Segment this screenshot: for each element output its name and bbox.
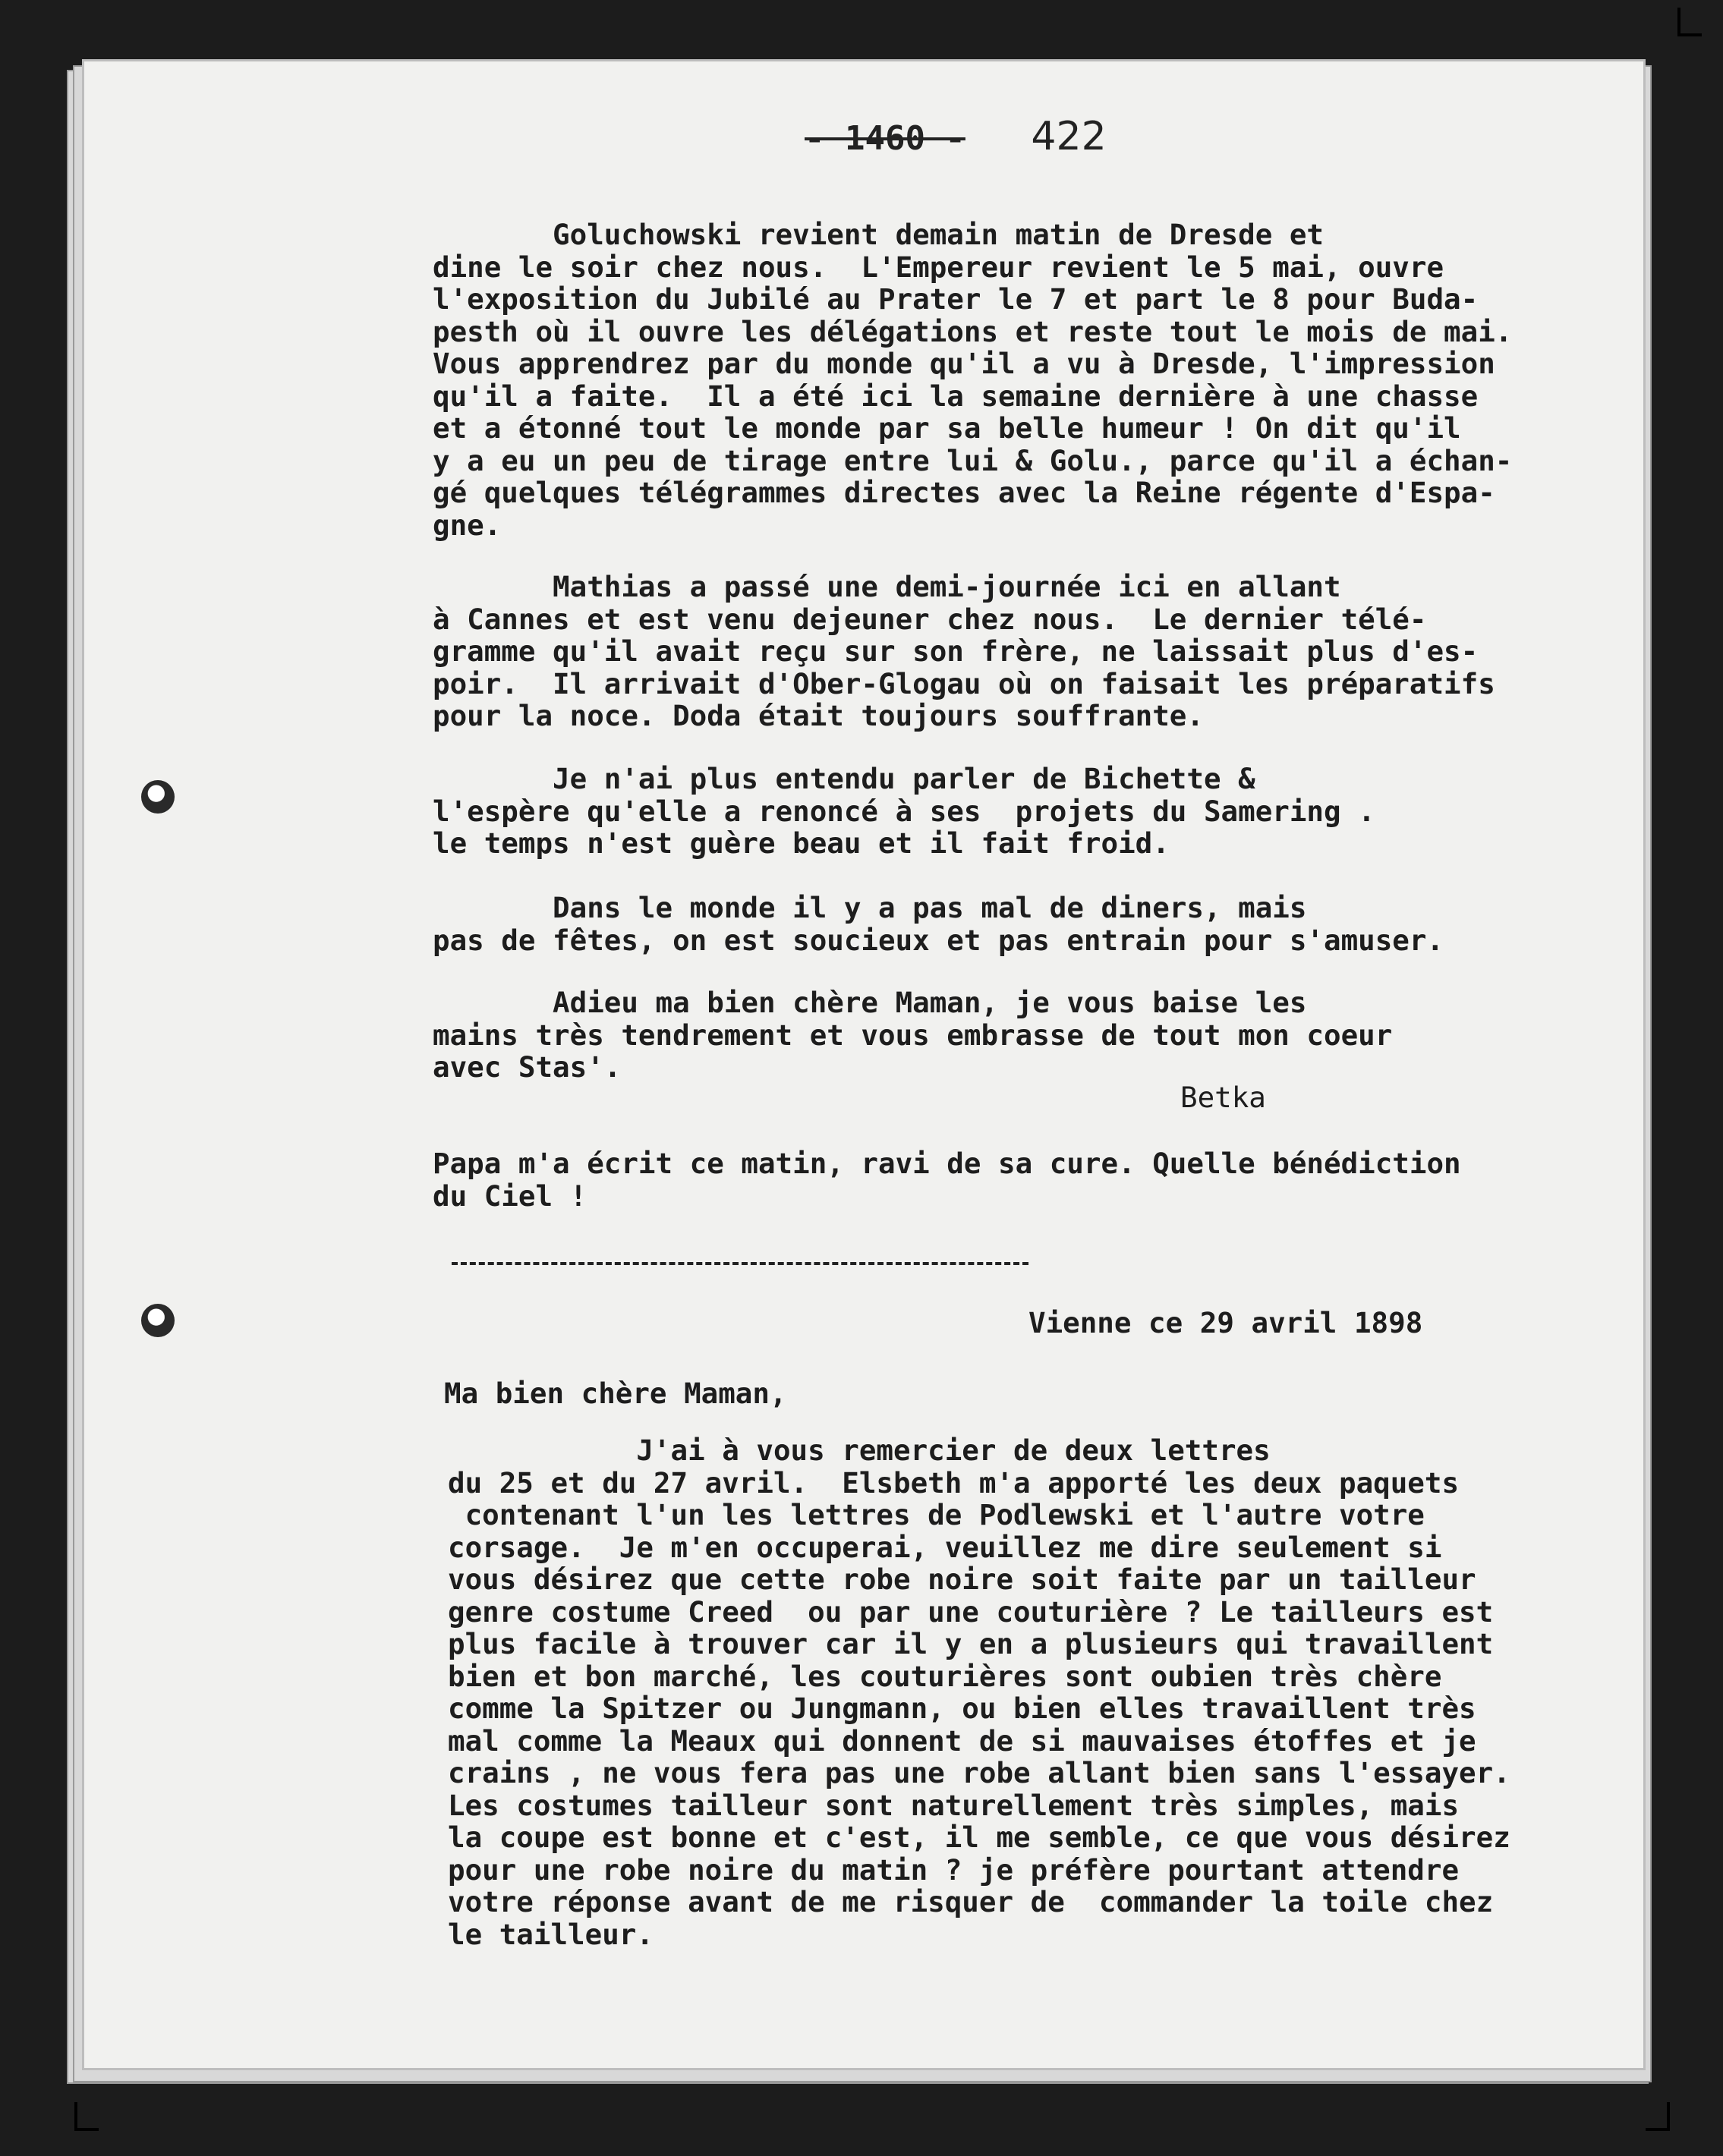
typed-page-number: - 1460 -	[805, 119, 965, 158]
letter2-dateline: Vienne ce 29 avril 1898	[1028, 1306, 1423, 1339]
letter1-paragraph-2: Mathias a passé une demi-journée ici en allant à Cannes et est venu dejeuner chez nous. Le dernier télé- gramme qu'il avait reçu sur son frère, ne laissait plus d'es- poir. Il arrivait d'Ober-Glogau où on faisait les préparatifs pour la noce. Doda était toujours souffrante.	[433, 570, 1495, 732]
punch-hole	[141, 1304, 175, 1337]
letter1-paragraph-1: Goluchowski revient demain matin de Dresde et dine le soir chez nous. L'Empereur revient le 5 mai, ouvre l'exposition du Jubilé au Prater le 7 et part le 8 pour Buda- pesth où il ouvre les délégations et reste tout le mois de mai. Vous apprendrez par du monde qu'il a vu à Dresde, l'impression qu'il a faite. Il a été ici la semaine dernière à une chasse et a étonné tout le monde par sa belle humeur ! On dit qu'il y a eu un peu de tirage entre lui & Golu., parce qu'il a échan- gé quelques télégrammes directes avec la Reine régente d'Espa- gne.	[433, 218, 1513, 542]
letter-divider	[452, 1262, 1028, 1265]
letter2-body: J'ai à vous remercier de deux lettres du 25 et du 27 avril. Elsbeth m'a apporté les deux paquets contenant l'un les lettres de Podlewski et l'autre votre corsage. Je m'en occuperai, veuillez me dire seulement si vous désirez que cette robe noire soit faite par un tailleur genre costume Creed ou par une couturière ? Le tailleurs est plus facile à trouver car il y en a plusieurs qui travaillent bien et bon marché, les couturières sont oubien très chère comme la Spitzer ou Jungmann, ou bien elles travaillent très mal comme la Meaux qui donnent de si mauvaises étoffes et je crains , ne vous fera pas une robe allant bien sans l'essayer. Les costumes tailleur sont naturellement très simples, mais la coupe est bonne et c'est, il me semble, ce que vous désirez pour une robe noire du matin ? je préfère pourtant attendre votre réponse avant de me risquer de commander la toile chez le tailleur.	[448, 1434, 1510, 1951]
letter1-signature: Betka	[1180, 1081, 1266, 1114]
crop-mark	[74, 2102, 99, 2131]
page-number	[805, 114, 1107, 159]
punch-hole	[141, 780, 175, 814]
crop-mark	[1646, 2102, 1670, 2131]
handwritten-page-number: 422	[1031, 114, 1107, 159]
crop-mark	[1677, 8, 1702, 36]
letter1-paragraph-4: Dans le monde il y a pas mal de diners, mais pas de fêtes, on est soucieux et pas entrain pour s'amuser.	[433, 891, 1444, 957]
letter2-salutation: Ma bien chère Maman,	[444, 1377, 787, 1410]
letter1-paragraph-3: Je n'ai plus entendu parler de Bichette & l'espère qu'elle a renoncé à ses projets du Samering . le temps n'est guère beau et il fait froid.	[433, 762, 1375, 860]
letter1-paragraph-5: Adieu ma bien chère Maman, je vous baise les mains très tendrement et vous embrasse de tout mon coeur avec Stas'.	[433, 986, 1393, 1084]
letter1-postscript: Papa m'a écrit ce matin, ravi de sa cure. Quelle bénédiction du Ciel !	[433, 1147, 1461, 1213]
